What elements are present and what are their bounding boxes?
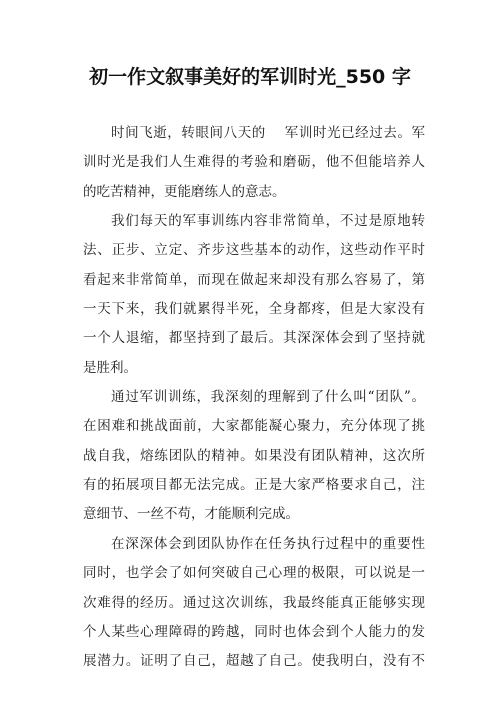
text-line: 通过军训训练，我深刻的理解到了什么叫“团队”。 [111, 389, 425, 406]
text-line: 展潜力。证明了自己，超越了自己。使我明白，没有不 [83, 653, 425, 670]
text-line: 意细节、一丝不苟，才能顺利完成。 [83, 506, 299, 523]
text-line: 次难得的经历。通过这次训练，我最终能真正能够实现 [83, 594, 425, 611]
text-line: 的吃苦精神，更能磨练人的意志。 [83, 183, 286, 200]
text-line: 训时光是我们人生难得的考验和磨砺，他不但能培养人 [83, 154, 425, 171]
text-line: 时间飞逝，转眼间八天的 军训时光已经过去。军 [111, 125, 425, 141]
text-line: 在深深体会到团队协作在任务执行过程中的重要性 [111, 535, 425, 552]
text-line: 同时，也学会了如何突破自己心理的极限，可以说是一 [83, 565, 425, 582]
text-line: 在困难和挑战面前，大家都能凝心聚力，充分体现了挑 [83, 418, 425, 435]
text-line: 我们每天的军事训练内容非常简单，不过是原地转 [111, 213, 425, 230]
text-line: 是胜利。 [83, 359, 137, 376]
document-body [83, 119, 425, 677]
text-line: 个人某些心理障碍的跨越，同时也体会到个人能力的发 [83, 623, 425, 640]
text-line: 一天下来，我们就累得半死，全身都疼，但是大家没有 [83, 301, 425, 318]
text-line: 有的拓展项目都无法完成。正是大家严格要求自己，注 [83, 477, 425, 494]
text-line: 战自我，熔练团队的精神。如果没有团队精神，这次所 [83, 447, 425, 464]
text-line: 看起来非常简单，而现在做起来却没有那么容易了，第 [83, 271, 425, 288]
text-line: 一个人退缩，都坚持到了最后。其深深体会到了坚持就 [83, 330, 425, 347]
document-title: 初一作文叙事美好的军训时光_550 字 [89, 66, 411, 88]
text-line: 法、正步、立定、齐步这些基本的动作，这些动作平时 [83, 242, 425, 259]
